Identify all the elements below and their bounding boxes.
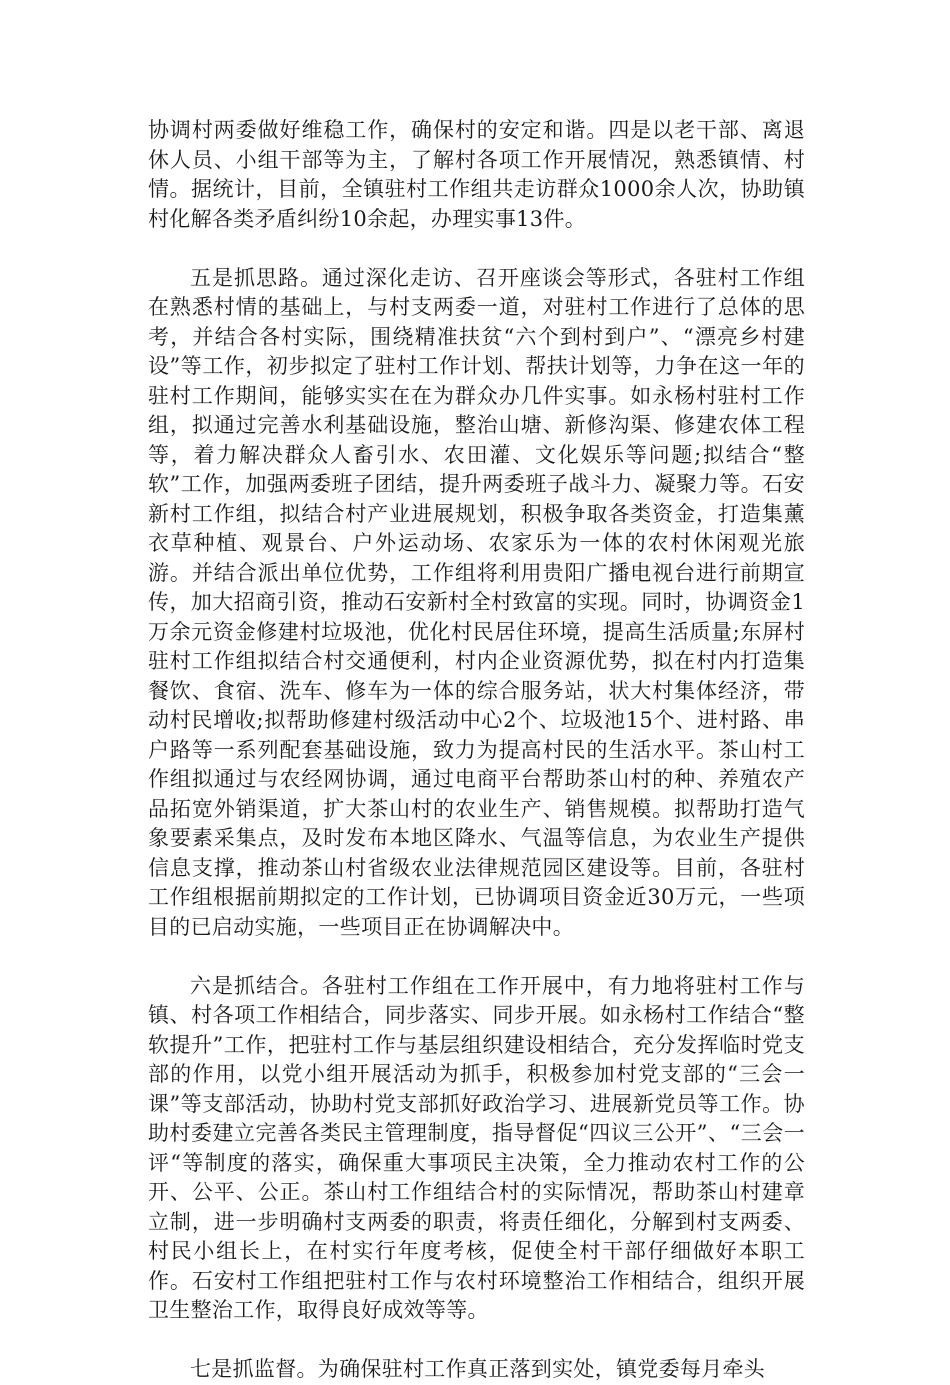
paragraph-stability-work: 协调村两委做好维稳工作，确保村的安定和谐。四是以老干部、离退休人员、小组干部等为主，了解村各项工作开展情况，熟悉镇情、村情。据统计，目前，全镇驻村工作组共走访群众1000余人次，协助镇村化解各类矛盾纠纷10余起，办理实事13件。: [148, 118, 805, 231]
paragraph-supervision: 七是抓监督。为确保驻村工作真正落到实处，镇党委每月牵头: [190, 1357, 766, 1381]
paragraph-integration: 六是抓结合。各驻村工作组在工作开展中，有力地将驻村工作与镇、村各项工作相结合，同步落实、同步开展。如永杨村工作结合“整软提升”工作，把驻村工作与基层组织建设相结合，充分发挥临时党支部的作用，以党小组开展活动为抓手，积极参加村党支部的“三会一课”等支部活动，协助村党支部抓好政治学习、进展新党员等工作。协助村委建立完善各类民主管理制度，指导督促“四议三公开”、“三会一评“等制度的落实，确保重大事项民主决策，全力推动农村工作的公开、公平、公正。茶山村工作组结合村的实际情况，帮助茶山村建章立制，进一步明确村支两委的职责，将责任细化，分解到村支两委、村民小组长上，在村实行年度考核，促使全村干部仔细做好本职工作。石安村工作组把驻村工作与农村环境整治工作相结合，组织开展卫生整治工作，取得良好成效等等。: [148, 973, 805, 1322]
paragraph-ideas: 五是抓思路。通过深化走访、召开座谈会等形式，各驻村工作组在熟悉村情的基础上，与村支两委一道，对驻村工作进行了总体的思考，并结合各村实际，围绕精准扶贫“六个到村到户”、“漂亮乡村建设”等工作，初步拟定了驻村工作计划、帮扶计划等，力争在这一年的驻村工作期间，能够实实在在为群众办几件实事。如永杨村驻村工作组，拟通过完善水利基础设施，整治山塘、新修沟渠、修建农体工程等，着力解决群众人畜引水、农田灌、文化娱乐等问题;拟结合“整软”工作，加强两委班子团结，提升两委班子战斗力、凝聚力等。石安新村工作组，拟结合村产业进展规划，积极争取各类资金，打造集薰衣草种植、观景台、户外运动场、农家乐为一体的农村休闲观光旅游。并结合派出单位优势，工作组将利用贵阳广播电视台进行前期宣传，加大招商引资，推动石安新村全村致富的实现。同时，协调资金1万余元资金修建村垃圾池，优化村民居住环境，提高生活质量;东屏村驻村工作组拟结合村交通便利，村内企业资源优势，拟在村内打造集餐饮、食宿、洗车、修车为一体的综合服务站，状大村集体经济，带动村民增收;拟帮助修建村级活动中心2个、垃圾池15个、进村路、串户路等一系列配套基础设施，致力为提高村民的生活水平。茶山村工作组拟通过与农经网协调，通过电商平台帮助茶山村的种、养殖农产品拓宽外销渠道，扩大茶山村的农业生产、销售规模。拟帮助打造气象要素采集点，及时发布本地区降水、气温等信息，为农业生产提供信息支撑，推动茶山村省级农业法律规范园区建设等。目前，各驻村工作组根据前期拟定的工作计划，已协调项目资金近30万元，一些项目的已启动实施，一些项目正在协调解决中。: [148, 265, 805, 939]
document-body: [148, 116, 805, 1385]
